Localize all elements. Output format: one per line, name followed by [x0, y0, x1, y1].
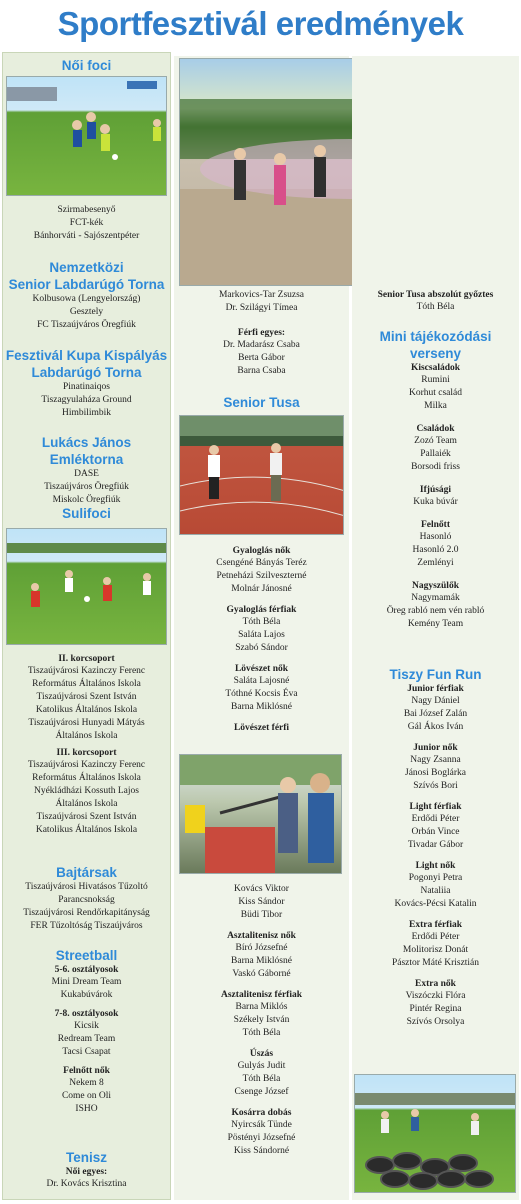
result-line: Szirmabesenyő: [57, 205, 116, 215]
result-line: Saláta Lajosné: [233, 676, 290, 686]
shooting-photo: [179, 754, 342, 874]
result-line: Szívós Bori: [413, 781, 458, 791]
result-line: Általános Iskola: [55, 731, 118, 741]
tenisz-continued: [176, 289, 347, 378]
result-line: Pintér Regina: [409, 1004, 462, 1014]
result-line: Nagymamák: [411, 593, 460, 603]
section-heading: Tenisz: [65, 1150, 107, 1165]
result-line: Hasonló: [419, 532, 452, 542]
category-label: Asztalitenisz nők: [227, 931, 296, 941]
result-line: Kovács Viktor: [234, 884, 289, 894]
result-line: Vaskó Gáborné: [232, 969, 291, 979]
result-line: Jánosi Boglárka: [405, 768, 466, 778]
result-line: Dr. Kovács Krisztina: [46, 1179, 127, 1189]
result-line: Nataliia: [420, 886, 451, 896]
category-label: Kosárra dobás: [231, 1108, 292, 1118]
result-line: Öreg rabló nem vén rabló: [386, 606, 485, 616]
result-line: Borsodi friss: [411, 462, 460, 472]
result-line: Kicsik: [74, 1021, 99, 1031]
result-line: Nekem 8: [69, 1078, 104, 1088]
section-heading: Senior Tusa: [223, 395, 300, 410]
section-heading: Nemzetközi: [49, 260, 124, 275]
result-line: Nagy Zsanna: [410, 755, 461, 765]
result-line: Dr. Szilágyi Tímea: [225, 303, 298, 313]
result-line: Kiss Sándorné: [233, 1146, 290, 1156]
result-line: Kemény Team: [407, 619, 464, 629]
result-line: Himbilimbik: [61, 408, 112, 418]
section-heading: Lukács János Emléktorna: [41, 435, 132, 467]
result-line: Pásztor Máté Krisztián: [391, 958, 480, 968]
noi-foci-results: [4, 204, 169, 243]
section-bajtarsak: [4, 864, 169, 933]
section-sulifoci: [4, 505, 169, 522]
category-label: III. korcsoport: [56, 748, 117, 758]
category-label: Light férfiak: [409, 802, 462, 812]
category-label: Extra nők: [415, 979, 456, 989]
result-line: FCT-kék: [69, 218, 104, 228]
category-label: Extra férfiak: [408, 920, 463, 930]
result-line: Barna Csaba: [237, 366, 286, 376]
result-line: Református Általános Iskola: [32, 773, 141, 783]
result-line: Tivadar Gábor: [407, 840, 464, 850]
result-line: Redream Team: [57, 1034, 116, 1044]
result-line: Viszóczki Flóra: [405, 991, 466, 1001]
result-line: Bai József Zalán: [403, 709, 468, 719]
page-title: Sportfesztivál eredmények: [57, 5, 464, 42]
category-label: Light nők: [415, 861, 456, 871]
result-line: Zozó Team: [414, 436, 457, 446]
category-label: Gyaloglás férfiak: [226, 605, 297, 615]
result-line: Szabó Sándor: [235, 643, 288, 653]
category-label: 5-6. osztályosok: [54, 965, 119, 975]
category-label: Lövészet férfi: [233, 723, 290, 733]
section-heading: verseny: [409, 346, 462, 361]
result-line: Milka: [424, 401, 447, 411]
section-heading: Tiszy Fun Run: [389, 667, 482, 682]
result-line: Nyircsák Tünde: [231, 1120, 292, 1130]
senior-tusa-results-2: [176, 883, 347, 1158]
category-label: Úszás: [249, 1049, 274, 1059]
result-line: Gesztely: [69, 307, 104, 317]
result-line: Molitorisz Donát: [402, 945, 469, 955]
result-line: Szívós Orsolya: [406, 1017, 465, 1027]
section-heading: Sulifoci: [62, 506, 111, 521]
section-tenisz: [4, 1149, 169, 1191]
category-label: Női egyes:: [65, 1167, 108, 1177]
section-heading: Streetball: [55, 948, 118, 963]
result-line: Come on Oli: [61, 1091, 112, 1101]
result-line: Általános Iskola: [55, 799, 118, 809]
tire-obstacle-photo: [354, 1074, 516, 1193]
category-label: Senior Tusa abszolút győztes: [377, 290, 494, 300]
section-heading: Női foci: [61, 58, 112, 73]
category-label: Nagyszülők: [412, 581, 459, 591]
result-line: Tiszaújvárosi Szent István: [36, 812, 137, 822]
section-heading: Fesztivál Kupa Kispályás: [5, 348, 168, 363]
category-label: Ifjúsági: [419, 485, 452, 495]
result-line: Tóth Béla: [416, 302, 455, 312]
result-line: Saláta Lajos: [238, 630, 285, 640]
result-line: Markovics-Tar Zsuzsa: [218, 290, 305, 300]
category-label: Családok: [416, 424, 455, 434]
category-label: Junior nők: [413, 743, 458, 753]
result-line: Tóth Béla: [242, 1074, 281, 1084]
category-label: II. korcsoport: [58, 654, 115, 664]
result-line: Molnár Jánosné: [231, 584, 292, 594]
result-line: Pinatinaiqos: [63, 382, 110, 392]
result-line: Pallaiék: [420, 449, 451, 459]
result-line: Katolikus Általános Iskola: [35, 705, 138, 715]
result-line: Tóth Béla: [242, 617, 281, 627]
result-line: Rumini: [421, 375, 450, 385]
section-tiszy-fun-run: [354, 666, 517, 1029]
result-line: ISHO: [75, 1104, 98, 1114]
section-lukacs: [4, 434, 169, 507]
result-line: Nagy Dániel: [411, 696, 460, 706]
result-line: Tiszagyulaháza Ground: [41, 395, 132, 405]
category-label: Férfi egyes:: [237, 328, 286, 338]
result-line: Tóthné Kocsis Éva: [225, 689, 298, 699]
result-line: Tiszaújvárosi Kazinczy Ferenc: [27, 760, 146, 770]
result-line: Kolbusowa (Lengyelország): [32, 294, 141, 304]
result-line: Barna Miklósné: [231, 702, 292, 712]
result-line: Bánhorváti - Sajószentpéter: [33, 231, 140, 241]
result-line: Csengéné Bányás Teréz: [216, 558, 307, 568]
result-line: Kuka búvár: [413, 497, 458, 507]
result-line: Hasonló 2.0: [412, 545, 459, 555]
section-fesztival-kupa: [4, 347, 169, 420]
result-line: Barna Miklós: [235, 1002, 288, 1012]
result-line: Petneházi Szilveszterné: [216, 571, 307, 581]
result-line: Pogonyi Petra: [408, 873, 463, 883]
result-line: DASE: [74, 469, 99, 479]
womens-football-photo: [6, 76, 167, 196]
result-line: Tiszaújvárosi Hivatásos Tűzoltó: [25, 882, 148, 892]
section-streetball: [4, 947, 169, 1116]
result-line: Barna Miklósné: [231, 956, 292, 966]
section-mini-tajekozodasi: [354, 328, 517, 631]
result-line: Kiss Sándor: [238, 897, 285, 907]
category-label: Asztalitenisz férfiak: [221, 990, 302, 1000]
result-line: Tóth Béla: [242, 1028, 281, 1038]
result-line: Berta Gábor: [238, 353, 285, 363]
category-label: 7-8. osztályosok: [54, 1009, 119, 1019]
result-line: Gulyás Judit: [237, 1061, 286, 1071]
category-label: Felnőtt: [420, 520, 451, 530]
section-nemzetkozi: [4, 259, 169, 332]
category-label: Lövészet nők: [234, 664, 289, 674]
result-line: Csenge József: [234, 1087, 289, 1097]
result-line: Büdi Tibor: [240, 910, 283, 920]
result-line: Bíró Józsefné: [235, 943, 288, 953]
category-label: Kiscsaládok: [410, 363, 461, 373]
result-line: Református Általános Iskola: [32, 679, 141, 689]
section-noi-foci: [4, 57, 169, 74]
senior-walk-photo: [179, 415, 344, 535]
result-line: Mini Dream Team: [51, 977, 122, 987]
school-football-photo: [6, 528, 167, 645]
result-line: Pöstényi Józsefné: [227, 1133, 296, 1143]
result-line: Gál Ákos Iván: [407, 722, 464, 732]
category-label: Junior férfiak: [407, 684, 464, 694]
result-line: Tiszaújvárosi Szent István: [36, 692, 137, 702]
result-line: Tiszaújvárosi Kazinczy Ferenc: [27, 666, 146, 676]
category-label: Gyaloglás nők: [232, 546, 291, 556]
section-heading: Labdarúgó Torna: [31, 365, 142, 380]
result-line: Dr. Madarász Csaba: [223, 340, 300, 350]
result-line: Tiszaújvárosi Hunyadi Mátyás: [28, 718, 145, 728]
result-line: Korhut család: [408, 388, 463, 398]
senior-tusa-results: [176, 545, 347, 734]
result-line: FC Tiszaújváros Öregfiúk: [37, 320, 136, 330]
section-heading: Bajtársak: [56, 865, 117, 880]
result-line: Kovács-Pécsi Katalin: [394, 899, 477, 909]
section-heading: Mini tájékozódási: [379, 329, 492, 344]
result-line: Miskolc Öregfiúk: [52, 495, 121, 505]
sulifoci-results: [4, 653, 169, 837]
result-line: Orbán Vince: [411, 827, 460, 837]
result-line: Tiszaújváros Öregfiúk: [44, 482, 129, 492]
result-line: Székely István: [233, 1015, 290, 1025]
result-line: Tacsi Csapat: [62, 1047, 111, 1057]
section-abszolut: [354, 289, 517, 314]
section-heading: Senior Labdarúgó Torna: [8, 277, 165, 292]
result-line: Katolikus Általános Iskola: [35, 825, 138, 835]
result-line: Erdődi Péter: [411, 932, 460, 942]
section-senior-tusa: [176, 394, 347, 411]
result-line: Parancsnokság: [58, 895, 115, 905]
result-line: Tiszaújvárosi Rendőrkapitányság: [23, 908, 150, 918]
result-line: Kukabúvárok: [60, 990, 113, 1000]
category-label: Felnőtt nők: [63, 1066, 110, 1076]
result-line: Nyékládházi Kossuth Lajos: [33, 786, 139, 796]
result-line: Zemlényi: [417, 558, 454, 568]
result-line: FER Tűzoltóság Tiszaújváros: [30, 921, 143, 931]
result-line: Erdődi Péter: [411, 814, 460, 824]
